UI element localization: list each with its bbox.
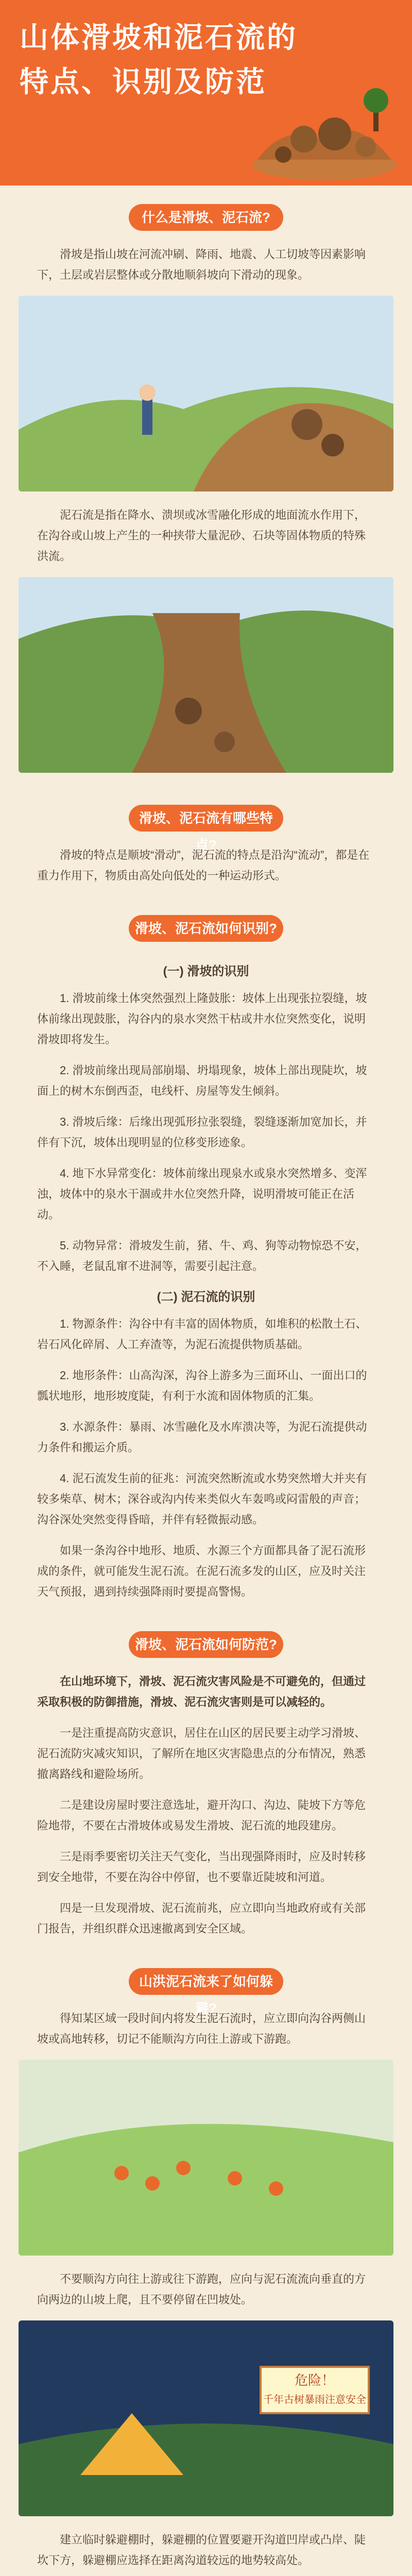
illustration-hiker-landslide	[19, 296, 393, 492]
paragraph: 4. 地下水异常变化：坡体前缘出现泉水或泉水突然增多、变浑浊，坡体中的泉水干涸或井水位突然升降，说明滑坡可能正在活动。	[37, 1167, 367, 1221]
paragraph: 如果一条沟谷中地形、地质、水源三个方面都具备了泥石流形成的条件，就可能发生泥石流。在泥石流多发的山区，应及时关注天气预报，遇到持续强降雨时要提高警惕。	[37, 1544, 366, 1598]
title-line-2: 特点、识别及防范	[20, 65, 267, 98]
paragraph: 2. 地形条件：山高沟深，沟谷上游多为三面环山、一面出口的瓢状地形，地形坡度陡，有利于水流和固体物质的汇集。	[37, 1369, 367, 1402]
illustration-sign-line2: 千年古树暴雨注意安全	[263, 2394, 366, 2405]
section-prevention	[0, 1671, 412, 1939]
paragraph: 泥石流是指在降水、溃坝或冰雪融化形成的地面流水作用下，在沟谷或山坡上产生的一种挟带大量泥砂、石块等固体物质的特殊洪流。	[37, 509, 366, 563]
paragraph: 3. 水源条件：暴雨、冰雪融化及水库溃决等，为泥石流提供动力条件和搬运介质。	[37, 1420, 367, 1454]
illustration-sign-line1: 危险！	[294, 2372, 335, 2388]
paragraph: 1. 物源条件：沟谷中有丰富的固体物质，如堆积的松散土石、岩石风化碎屑、人工弃渣等，为泥石流提供物质基础。	[37, 1317, 367, 1351]
paragraph: 三是雨季要密切关注天气变化，当出现强降雨时，应及时转移到安全地带，不要在沟谷中停留，也不要靠近陡坡和河道。	[37, 1850, 366, 1884]
paragraph: 得知某区域一段时间内将发生泥石流时，应立即向沟谷两侧山坡或高地转移，切记不能顺沟方向往上游或下游跑。	[37, 2012, 366, 2045]
paragraph: 一是注重提高防灾意识，居住在山区的居民要主动学习滑坡、泥石流防灾减灾知识，了解所在地区灾害隐患点的分布情况，熟悉撤离路线和避险场所。	[37, 1726, 366, 1781]
paragraph: 5. 动物异常：滑坡发生前，猪、牛、鸡、狗等动物惊恐不安，不入睡，老鼠乱窜不进洞等，需要引起注意。	[37, 1239, 367, 1273]
paragraph: 滑坡的特点是顺坡“滑动”，泥石流的特点是沿沟“流动”，都是在重力作用下，物质由高处向低处的一种运动形式。	[37, 849, 370, 882]
sub-heading: (一) 滑坡的识别	[163, 964, 249, 978]
paragraph: 3. 滑坡后缘：后缘出现弧形拉张裂缝，裂缝逐渐加宽加长，并伴有下沉，坡体出现明显的位移变形迹象。	[37, 1115, 367, 1149]
section-heading: 山洪泥石流来了如何躲避?	[129, 1968, 283, 1995]
paragraph: 4. 泥石流发生前的征兆：河流突然断流或水势突然增大并夹有较多柴草、树木；深谷或沟内传来类似火车轰鸣或闷雷般的声音；沟谷深处突然变得昏暗，并伴有轻微振动感。	[37, 1472, 367, 1526]
section-what-is	[0, 244, 412, 285]
paragraph: 四是一旦发现滑坡、泥石流前兆，应立即向当地政府或有关部门报告，并组织群众迅速撤离到安全区域。	[37, 1902, 366, 1935]
landslide-rock-illustration	[247, 77, 402, 185]
section-heading: 什么是滑坡、泥石流?	[129, 204, 283, 231]
paragraph: 2. 滑坡前缘出现局部崩塌、坍塌现象，坡体上部出现陡坎，坡面上的树木东倒西歪，电线杆、房屋等发生倾斜。	[37, 1064, 367, 1097]
paragraph: 滑坡是指山坡在河流冲刷、降雨、地震、人工切坡等因素影响下，土层或岩层整体或分散地顺斜坡向下滑动的现象。	[37, 248, 366, 281]
section-heading: 滑坡、泥石流如何防范?	[129, 1631, 283, 1658]
paragraph: 不要顺沟方向往上游或往下游跑，应向与泥石流流向垂直的方向两边的山坡上爬，且不要停留在凹坡处。	[37, 2273, 366, 2306]
paragraph: 在山地环境下，滑坡、泥石流灾害风险是不可避免的，但通过采取积极的防御措施，滑坡、泥石流灾害则是可以减轻的。	[37, 1675, 366, 1708]
sub-heading: (二) 泥石流的识别	[157, 1290, 255, 1304]
illustration-debris-flow	[19, 577, 393, 773]
section-heading: 滑坡、泥石流有哪些特点?	[129, 805, 283, 832]
section-identify	[0, 961, 412, 1602]
illustration-tent-shelter	[19, 2320, 393, 2516]
header-banner	[0, 0, 412, 185]
section-heading: 滑坡、泥石流如何识别?	[129, 915, 283, 942]
paragraph: 二是建设房屋时要注意选址，避开沟口、沟边、陡坡下方等危险地带，不要在古滑坡体或易发生滑坡、泥石流的地段建房。	[37, 1799, 366, 1832]
section-escape	[0, 2008, 412, 2049]
illustration-evacuation	[19, 2060, 393, 2256]
paragraph: 1. 滑坡前缘土体突然强烈上隆鼓胀：坡体上出现张拉裂缝，坡体前缘出现鼓胀，沟谷内的泉水突然干枯或井水位突然变化，说明滑坡即将发生。	[37, 992, 367, 1046]
paragraph: 建立临时躲避棚时，躲避棚的位置要避开沟道凹岸或凸岸、陡坎下方，躲避棚应选择在距离沟道较远的地势较高处。	[37, 2533, 366, 2567]
section-features	[0, 845, 412, 886]
title-line-1: 山体滑坡和泥石流的	[20, 21, 298, 54]
